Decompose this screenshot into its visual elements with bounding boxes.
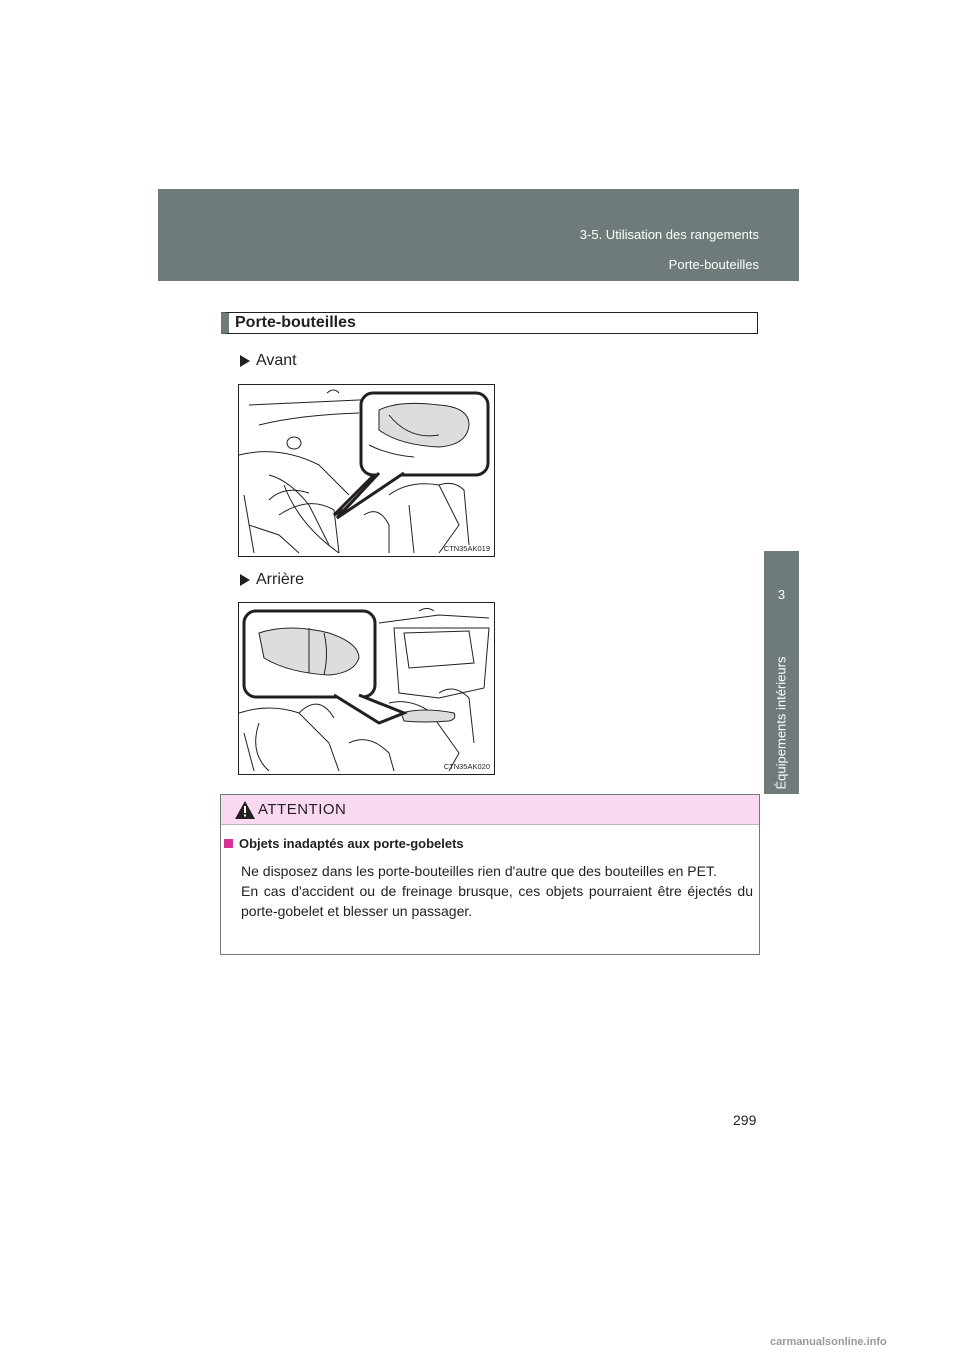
warning-subtitle (224, 836, 464, 851)
front-figure-code: CTN35AK019 (443, 544, 490, 553)
warning-box (220, 794, 760, 955)
warning-paragraph-2: En cas d'accident ou de freinage brusque, ces objets pourraient être éjectés du porte-gobelet et blesser un passager. (241, 883, 753, 919)
front-bullet (240, 352, 297, 370)
chapter-number: 3 (777, 587, 786, 602)
watermark: carmanualsonline.info (770, 1336, 887, 1348)
rear-label: Arrière (256, 571, 305, 588)
arrow-right-icon (240, 355, 250, 367)
header-chapter: 3-5. Utilisation des rangements (579, 227, 759, 242)
warning-subtitle-text: Objets inadaptés aux porte-gobelets (239, 836, 464, 851)
warning-title: ATTENTION (258, 801, 347, 818)
arrow-right-icon (240, 574, 250, 586)
front-illustration (238, 384, 495, 557)
warning-paragraph-1: Ne disposez dans les porte-bouteilles rien d'autre que des bouteilles en PET. (241, 863, 717, 879)
warning-body (241, 861, 753, 921)
header-band (158, 189, 799, 281)
warning-triangle-icon (235, 801, 255, 819)
car-rear-interior-drawing (239, 603, 494, 774)
chapter-label: Équipements intérieurs (773, 656, 789, 790)
header-section: Porte-bouteilles (668, 257, 759, 272)
chapter-side-tab (764, 551, 799, 794)
rear-bullet (240, 571, 304, 589)
warning-header (221, 795, 759, 825)
rear-figure-code: CTN35AK020 (443, 762, 490, 771)
front-label: Avant (256, 352, 297, 369)
section-title-box (221, 312, 758, 334)
rear-illustration (238, 602, 495, 775)
square-bullet-icon (224, 839, 233, 848)
section-title: Porte-bouteilles (235, 314, 356, 331)
page-number: 299 (733, 1112, 757, 1128)
car-front-interior-drawing (239, 385, 494, 556)
